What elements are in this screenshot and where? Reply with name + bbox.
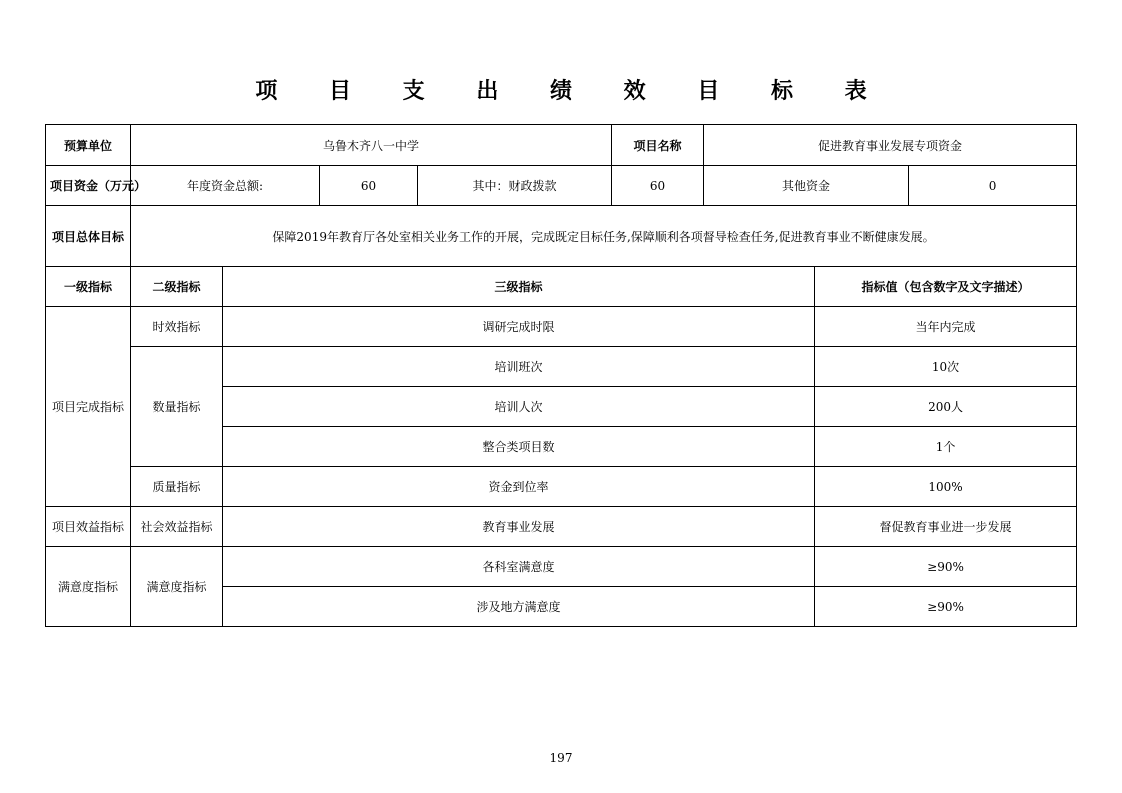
indicator-cell: 培训班次 xyxy=(223,347,815,387)
goal-text: 保障2019年教育厅各处室相关业务工作的开展，完成既定目标任务,保障顺利各项督导检查任务,促进教育事业不断健康发展。 xyxy=(131,206,1077,267)
group-timeliness: 时效指标 xyxy=(131,307,223,347)
indicator-cell: 培训人次 xyxy=(223,387,815,427)
value-cell: 当年内完成 xyxy=(815,307,1077,347)
group-quantity: 数量指标 xyxy=(131,347,223,467)
value-cell: 100% xyxy=(815,467,1077,507)
performance-table xyxy=(45,124,1077,627)
group-quality: 质量指标 xyxy=(131,467,223,507)
table-row xyxy=(46,347,1077,387)
value-cell: 督促教育事业进一步发展 xyxy=(815,507,1077,547)
group-satisfaction-sub: 满意度指标 xyxy=(131,547,223,627)
value-cell: ≥90% xyxy=(815,547,1077,587)
value-cell: 10次 xyxy=(815,347,1077,387)
other-funds-label: 其他资金 xyxy=(704,166,909,206)
col-level3-header: 三级指标 xyxy=(223,267,815,307)
page-number: 197 xyxy=(549,751,573,765)
page-title: 项 目 支 出 绩 效 目 标 表 xyxy=(255,79,889,104)
group-completion: 项目完成指标 xyxy=(46,307,131,507)
indicator-cell: 调研完成时限 xyxy=(223,307,815,347)
budget-unit-value: 乌鲁木齐八一中学 xyxy=(131,125,612,166)
value-cell: 1个 xyxy=(815,427,1077,467)
indicator-cell: 教育事业发展 xyxy=(223,507,815,547)
col-level2-header: 二级指标 xyxy=(131,267,223,307)
table-row xyxy=(46,507,1077,547)
project-name-label: 项目名称 xyxy=(612,125,704,166)
indicator-cell: 整合类项目数 xyxy=(223,427,815,467)
group-social-benefit: 社会效益指标 xyxy=(131,507,223,547)
group-satisfaction: 满意度指标 xyxy=(46,547,131,627)
other-funds-value: 0 xyxy=(909,166,1077,206)
col-level1-header: 一级指标 xyxy=(46,267,131,307)
table-row xyxy=(46,467,1077,507)
indicator-cell: 各科室满意度 xyxy=(223,547,815,587)
goal-label: 项目总体目标 xyxy=(46,206,131,267)
indicator-cell: 资金到位率 xyxy=(223,467,815,507)
funds-label: 项目资金（万元） xyxy=(46,166,131,206)
header-row xyxy=(46,125,1077,166)
total-funds-value: 60 xyxy=(320,166,418,206)
value-cell: ≥90% xyxy=(815,587,1077,627)
fiscal-funds-label: 其中：财政拨款 xyxy=(418,166,612,206)
fiscal-funds-value: 60 xyxy=(612,166,704,206)
group-benefit: 项目效益指标 xyxy=(46,507,131,547)
table-row xyxy=(46,307,1077,347)
indicator-cell: 涉及地方满意度 xyxy=(223,587,815,627)
goal-row xyxy=(46,206,1077,267)
column-header-row xyxy=(46,267,1077,307)
funds-row xyxy=(46,166,1077,206)
project-name-value: 促进教育事业发展专项资金 xyxy=(704,125,1077,166)
value-cell: 200人 xyxy=(815,387,1077,427)
col-value-header: 指标值（包含数字及文字描述） xyxy=(815,267,1077,307)
total-funds-label: 年度资金总额: xyxy=(131,166,320,206)
budget-unit-label: 预算单位 xyxy=(46,125,131,166)
table-row xyxy=(46,547,1077,587)
